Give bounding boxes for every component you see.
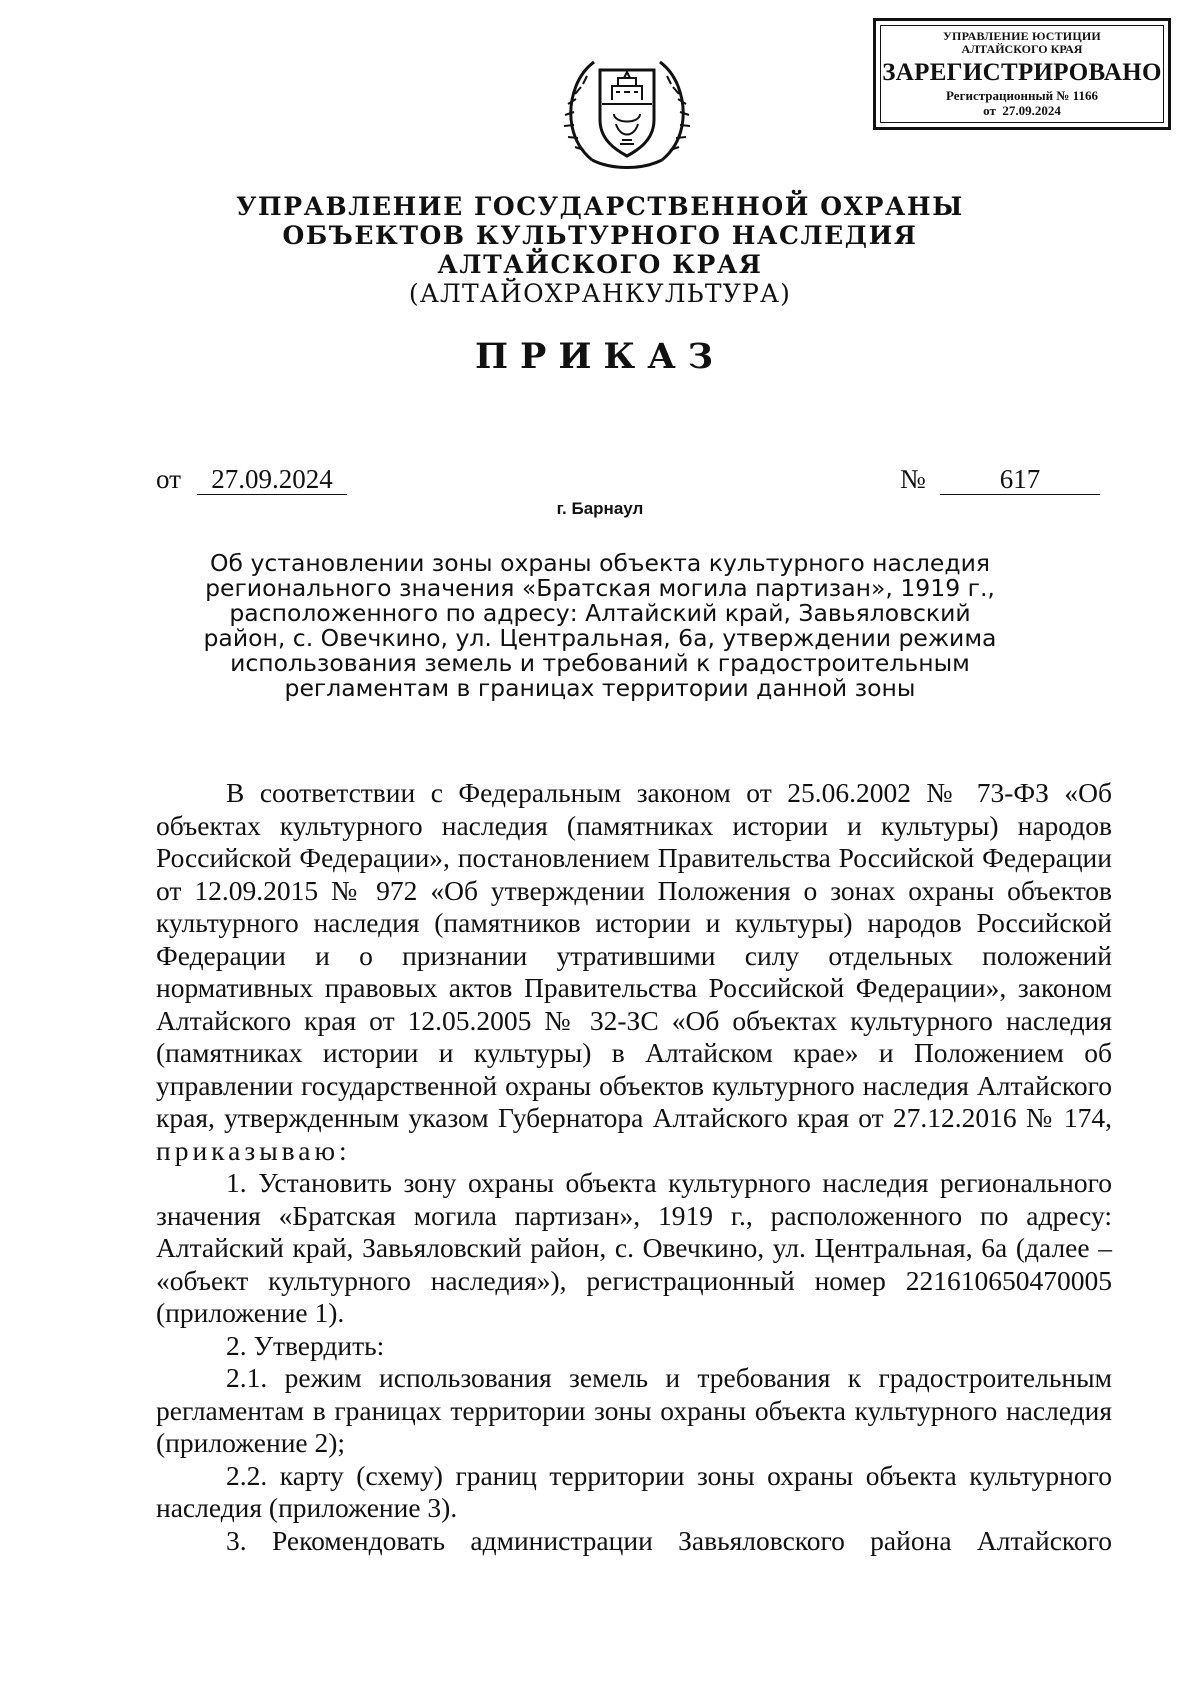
- stamp-reg-number: Регистрационный № 1166: [946, 88, 1098, 103]
- document-body: [156, 777, 1112, 1557]
- preamble-text: В соответствии с Федеральным законом от 25.06.2002 № 73-ФЗ «Об объектах культурного наследия (памятниках истории и культуры) народов Российской Федерации», постановлением Правительства Российской Федерации от 12.09.2015 № 972 «Об утверждении Положения о зонах охраны объектов культурного наследия (памятников истории и культуры) народов Российской Федерации и о признании утратившими силу отдельных положений нормативных правовых актов Правительства Российской Федерации», законом Алтайского края от 12.05.2005 № 32-ЗС «Об объектах культурного наследия (памятниках истории и культуры) в Алтайском крае» и Положением об управлении государственной охраны объектов культурного наследия Алтайского края, утвержденным указом Губернатора Алтайского края от 27.12.2016 № 174,: [156, 777, 1112, 1133]
- document-type: ПРИКАЗ: [474, 336, 726, 377]
- org-short-name: (АЛТАЙОХРАНКУЛЬТУРА): [408, 279, 792, 308]
- preamble-paragraph: [156, 777, 1112, 1167]
- city: г. Барнаул: [556, 499, 644, 518]
- item-paragraph: 2.1. режим использования земель и требования к градостроительным регламентам в границах территории зоны охраны объекта культурного наследия (приложение 2);: [156, 1362, 1112, 1458]
- number-sign: №: [900, 464, 926, 494]
- org-name-line1: УПРАВЛЕНИЕ ГОСУДАРСТВЕННОЙ ОХРАНЫ: [236, 192, 964, 221]
- org-name-line2: ОБЪЕКТОВ КУЛЬТУРНОГО НАСЛЕДИЯ: [282, 221, 918, 250]
- registration-stamp-inner: [880, 25, 1164, 123]
- item-paragraph: 2.2. карту (схему) границ территории зоны охраны объекта культурного наследия (приложение 3).: [156, 1459, 1112, 1523]
- stamp-authority-line2: АЛТАЙСКОГО КРАЯ: [961, 42, 1083, 56]
- item-paragraph: 3. Рекомендовать администрации Завьяловского района Алтайского: [226, 1524, 1112, 1556]
- document-title: Об установлении зоны охраны объекта культурного наследия регионального значения «Братская могила партизан», 1919 г., расположенного по адресу: Алтайский край, Завьяловский район, с. Овечкино, ул. Центральная, 6а, утверждении режима использования земель и требований к градостроительным регламентам в границах территории данной зоны: [203, 549, 997, 702]
- document-number: 617: [940, 464, 1100, 495]
- stamp-reg-date: от 27.09.2024: [983, 103, 1061, 118]
- coat-of-arms-icon: [562, 42, 692, 174]
- org-name-line3: АЛТАЙСКОГО КРАЯ: [437, 250, 763, 279]
- document-date: 27.09.2024: [197, 464, 347, 495]
- stamp-title: ЗАРЕГИСТРИРОВАНО: [882, 59, 1162, 86]
- stamp-authority-line1: УПРАВЛЕНИЕ ЮСТИЦИИ: [943, 29, 1101, 43]
- registration-stamp: [873, 18, 1171, 130]
- item-paragraph: 1. Установить зону охраны объекта культурного наследия регионального значения «Братская могила партизан», 1919 г., расположенного по адресу: Алтайский край, Завьяловский район, с. Овечкино, ул. Центральная, 6а (далее – «объект культурного наследия»), регистрационный номер 221610650470005 (приложение 1).: [156, 1167, 1112, 1328]
- order-word: приказываю:: [156, 1134, 351, 1166]
- date-prefix: от: [156, 464, 181, 494]
- item-paragraph: 2. Утвердить:: [226, 1329, 385, 1361]
